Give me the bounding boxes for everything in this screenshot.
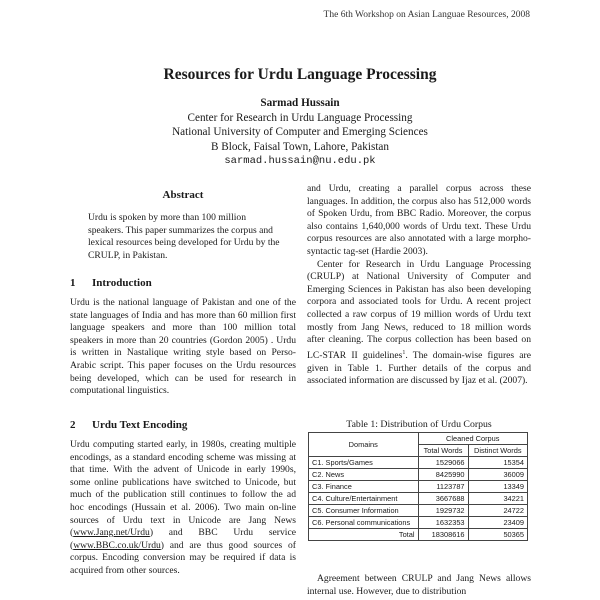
row-total-words: 1632353 bbox=[418, 517, 468, 529]
section-2-body bbox=[70, 439, 296, 578]
section-1-body bbox=[70, 297, 296, 398]
total-distinct-value: 50365 bbox=[468, 529, 527, 541]
right-paragraph-2b: . The domain-wise figures are given in Table 1. Further details of the corpus and associated information are discussed by Ijaz et al. (2007). bbox=[307, 349, 531, 387]
affiliation-line-2: National University of Computer and Emerging Sciences bbox=[172, 126, 428, 138]
abstract-text: Urdu is spoken by more than 100 million speakers. This paper summarizes the corpus and lexical resources being developed for Urdu by the CRULP, in Pakistan. bbox=[88, 212, 280, 261]
total-words-value: 18308616 bbox=[418, 529, 468, 541]
section-2-text-a: Urdu computing started early, in 1980s, creating multiple encodings, as a standard encoding scheme was missing at that time. With the advent of Unicode in early 1990s, some online publications have switched to Unicode, but much of the publication still continues to follow the ad hoc encodings (Hussain et al. 2006). Two main on-line sources of Urdu text in Unicode are Jang News ( bbox=[70, 439, 296, 539]
table-row bbox=[309, 481, 528, 493]
section-2-number: 2 bbox=[70, 419, 76, 431]
table-row bbox=[309, 505, 528, 517]
author-name: Sarmad Hussain bbox=[260, 97, 340, 109]
right-paragraph-3: Agreement between CRULP and Jang News allows internal use. However, due to distribution bbox=[307, 573, 531, 597]
header-cleaned-corpus: Cleaned Corpus bbox=[418, 433, 528, 445]
total-label: Total bbox=[309, 529, 419, 541]
section-2-heading bbox=[70, 419, 187, 431]
right-column-top bbox=[307, 183, 531, 388]
section-1-text: Urdu is the national language of Pakistan and one of the state languages of India and has more than 60 million first language speakers and more than 100 million total speakers in more than 20 countries (Gordon 2005) . Urdu is written in Nastalique writing style based on Perso-Arabic script. This paper focuses on the Urdu resources being developed, which can be used for research in computational linguistics. bbox=[70, 297, 296, 397]
header-total-words: Total Words bbox=[418, 445, 468, 457]
author-block bbox=[0, 96, 600, 169]
section-2-text bbox=[70, 439, 296, 578]
section-2-title: Urdu Text Encoding bbox=[92, 419, 188, 431]
affiliation-line-1: Center for Research in Urdu Language Processing bbox=[187, 111, 413, 124]
section-1-heading bbox=[70, 277, 152, 289]
table-total-row bbox=[309, 529, 528, 541]
row-total-words: 1529066 bbox=[418, 457, 468, 469]
table-row bbox=[309, 517, 528, 529]
table-row bbox=[309, 457, 528, 469]
row-distinct-words: 13349 bbox=[468, 481, 527, 493]
row-distinct-words: 24722 bbox=[468, 505, 527, 517]
table-row bbox=[309, 493, 528, 505]
row-domain: C6. Personal communications bbox=[309, 517, 419, 529]
table-caption: Table 1: Distribution of Urdu Corpus bbox=[346, 419, 492, 430]
right-paragraph-2a: Center for Research in Urdu Language Processing (CRULP) at National University of Computer and Emerging Sciences in Pakistan has also been developing corpora and associated tools for Urdu. A recent project collected a raw corpus of 19 million words of Urdu text mostly from Jang News, reduced to 18 million words after cleaning. The corpus collection has been based on LC-STAR II guidelines bbox=[307, 258, 531, 361]
row-domain: C5. Consumer Information bbox=[309, 505, 419, 517]
row-domain: C2. News bbox=[309, 469, 419, 481]
workshop-header: The 6th Workshop on Asian Languae Resources, 2008 bbox=[323, 10, 530, 20]
bbc-urdu-link[interactable]: www.BBC.co.uk/Urdu bbox=[73, 539, 161, 551]
row-distinct-words: 36009 bbox=[468, 469, 527, 481]
row-domain: C3. Finance bbox=[309, 481, 419, 493]
abstract-body bbox=[88, 212, 280, 262]
section-2-text-c: ) and are thus good sources of corpus. Encoding conversion may be required if data is acquired from other sources. bbox=[70, 539, 296, 576]
section-1-number: 1 bbox=[70, 277, 76, 289]
table-row bbox=[309, 469, 528, 481]
row-domain: C1. Sports/Games bbox=[309, 457, 419, 469]
row-total-words: 3667688 bbox=[418, 493, 468, 505]
row-distinct-words: 23409 bbox=[468, 517, 527, 529]
section-1-title: Introduction bbox=[92, 277, 152, 289]
row-distinct-words: 15354 bbox=[468, 457, 527, 469]
right-paragraph-2 bbox=[307, 259, 531, 388]
abstract-heading: Abstract bbox=[162, 189, 204, 201]
right-paragraph-1: and Urdu, creating a parallel corpus across these languages. In addition, the corpus also has 512,000 words of Spoken Urdu, from BBC Radio. Moreover, the corpus also contains 1,640,000 words of Urdu text. These Urdu corpus resources are also annotated with a large morpho-syntactic tag-set (Hardie 2003). bbox=[307, 183, 531, 257]
paper-title: Resources for Urdu Language Processing bbox=[163, 66, 437, 83]
author-email: sarmad.hussain@nu.edu.pk bbox=[224, 155, 376, 167]
footnote-marker: 1 bbox=[402, 349, 406, 356]
row-distinct-words: 34221 bbox=[468, 493, 527, 505]
jang-news-link[interactable]: www.Jang.net/Urdu bbox=[73, 527, 150, 539]
row-total-words: 1123787 bbox=[418, 481, 468, 493]
row-total-words: 8425990 bbox=[418, 469, 468, 481]
right-column-bottom bbox=[307, 573, 531, 598]
row-domain: C4. Culture/Entertainment bbox=[309, 493, 419, 505]
row-total-words: 1929732 bbox=[418, 505, 468, 517]
header-domains: Domains bbox=[309, 433, 419, 457]
header-distinct-words: Distinct Words bbox=[468, 445, 527, 457]
section-2-text-b: ) and BBC Urdu service ( bbox=[70, 527, 296, 551]
address-line: B Block, Faisal Town, Lahore, Pakistan bbox=[211, 140, 389, 153]
corpus-table bbox=[308, 432, 528, 541]
